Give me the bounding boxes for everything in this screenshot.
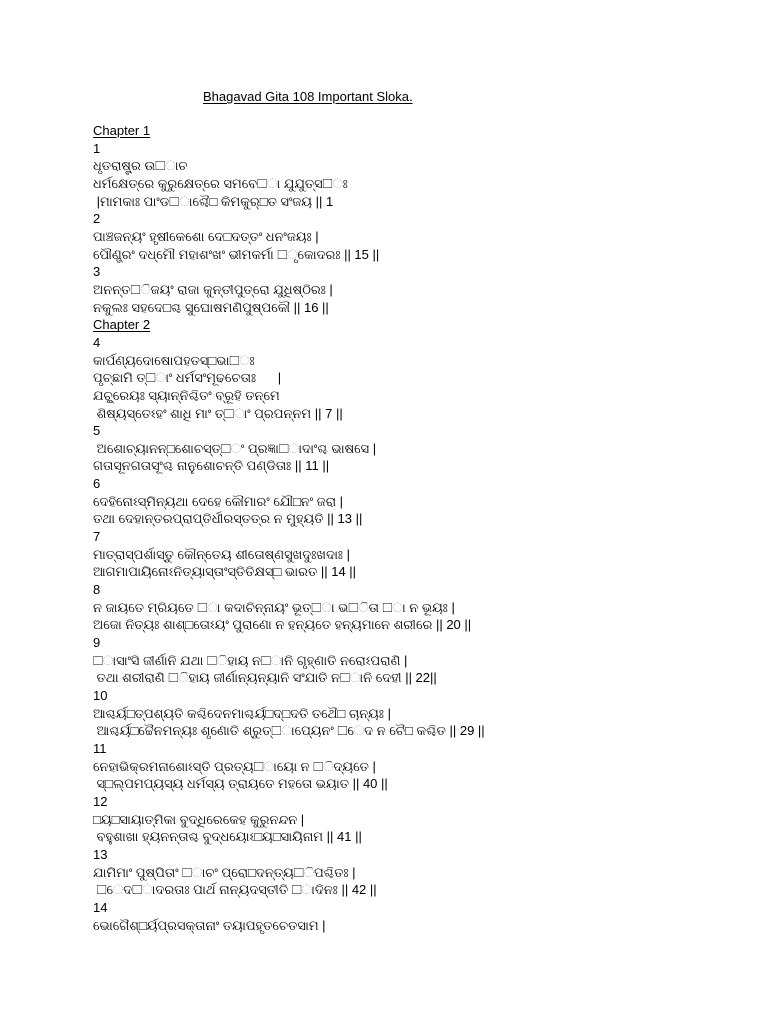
document-title: Bhagavad Gita 108 Important Sloka. [203,89,413,104]
sloka-line: ତଥା ଶରୀରାଣି □ିହାୟ ଜୀର୍ଣାନ୍ୟନ୍ୟାନି ସଂଯାତି ନ□ାନି ଦେହୀ || 22|| [93,670,437,686]
sloka-line: ଧୃତରାଷ୍ଟ୍ର ଉ□ାଚ [93,158,188,174]
sloka-line: □େଦ□ାଦରତାଃ ପାର୍ଥ ନାନ୍ୟଦସ୍ତୀତି □ାଦିନଃ || 42 || [93,882,377,898]
sloka-number: 5 [93,423,101,439]
sloka-line: ଅନନ୍ତ□ିଜୟଂ ରାଜା କୁନ୍ତୀପୁତ୍ରୋ ଯୁଧିଷ୍ଠିରଃ | [93,281,333,297]
sloka-line: ପାଞ୍ଚଜନ୍ୟଂ ହୃଷୀକେଶୋ ଦେ□ଦତ୍ତଂ ଧନଂଜୟଃ | [93,228,319,244]
sloka-line: ଯାମିମାଂ ପୁଷ୍ପିତାଂ □ାଚଂ ପ୍ରୋ□ଦନ୍ତ୍ୟ□ିପଶ୍ଚିତଃ | [93,864,356,880]
sloka-number: 2 [93,211,101,227]
sloka-number: 8 [93,582,101,598]
sloka-line: ଧର୍ମକ୍ଷେତ୍ରେ କୁରୁକ୍ଷେତ୍ରେ ସମବେ□ା ଯୁଯୁତ୍ସ□ଃ [93,175,348,191]
sloka-line: ମାତ୍ରାସ୍ପର୍ଶାସ୍ତୁ କୌନ୍ତେୟ ଶୀତୋଷ୍ଣସୁଖଦୁଃଖଦାଃ | [93,546,350,562]
sloka-number: 12 [93,793,108,809]
document-body [93,122,753,934]
sloka-line: □ୟ□ସାୟାତ୍ମିକା ବୁଦ୍ଧିରେକେହ କୁରୁନନ୍ଦନ | [93,811,305,827]
sloka-line: ନ ଜାୟତେ ମ୍ରିୟତେ □ା କଦାଚିନ୍ନାୟଂ ଭୂତ୍□ା ଭ□ିତା □ା ନ ଭୂୟଃ | [93,599,455,615]
sloka-line: ଦେହିନୋଽସ୍ମିନ୍ୟଥା ଦେହେ କୌମାରଂ ଯୌ□ନଂ ଜରା | [93,493,344,509]
sloka-line: ଆଶ୍ଚର୍ୟ□ଚ୍ଚୈନମନ୍ୟଃ ଶୃଣୋତି ଶ୍ରୁତ୍□ାପ୍ୟେନଂ □େଦ ନ ଚୈ□ କଶ୍ଚିତ || 29 || [93,723,485,739]
sloka-line: |ମାମକାଃ ପାଂଡ□ାଶ୍ଚୈ□ କିମକୁର୍□ତ ସଂଜୟ || 1 [93,193,334,209]
sloka-number: 6 [93,476,101,492]
sloka-line: ଯଚ୍ଛ୍ରେୟଃ ସ୍ୟାନ୍ନିଶ୍ଚିତଂ ବ୍ରୂହି ତନ୍ମେ [93,387,280,403]
sloka-line: ସ୍□ଲ୍ପମପ୍ୟସ୍ୟ ଧର୍ମସ୍ୟ ତ୍ରାୟତେ ମହତୋ ଭୟାତ || 40 || [93,776,388,792]
sloka-line: ପୃଚ୍ଛାମି ତ୍□ାଂ ଧର୍ମସଂମୂଢଚେତାଃ | [93,370,282,386]
sloka-number: 1 [93,140,101,156]
sloka-line: ଅଶୋଚ୍ୟାନନ୍□ଶୋଚସ୍ତ୍□ଂ ପ୍ରଜ୍ଞା□ାଦାଂଶ୍ଚ ଭାଷସେ | [93,440,377,456]
sloka-line: ଗତାସୂନଗତାସୂଂଶ୍ଚ ନାନୁଶୋଚନ୍ତି ପଣ୍ଡିତାଃ || 11 || [93,458,330,474]
sloka-line: ଶିଷ୍ୟସ୍ତେଽହଂ ଶାଧି ମାଂ ତ୍□ାଂ ପ୍ରପନ୍ନମ || 7 || [93,405,343,421]
sloka-number: 14 [93,899,108,915]
sloka-number: 10 [93,688,108,703]
sloka-number: 3 [93,264,101,280]
sloka-line: ବହୁଶାଖା ହ୍ୟନନ୍ତାଶ୍ଚ ବୁଦ୍ଧୟୋଽ□ୟ□ସାୟିନାମ || 41 || [93,829,362,845]
sloka-line: ଆଗମାପାୟିନୋଽନିତ୍ୟାସ୍ତାଂସ୍ତିତିକ୍ଷସ୍□ ଭାରତ || 14 || [93,564,357,580]
sloka-line: ତଥା ଦେହାନ୍ତରପ୍ରାପ୍ତିର୍ଧୀରସ୍ତତ୍ର ନ ମୁହ୍ୟତି || 13 || [93,511,363,527]
sloka-number: 9 [93,635,101,651]
sloka-line: ନେହାଭିକ୍ରମନାଶୋଽସ୍ତି ପ୍ରତ୍ୟ□ାୟୋ ନ □ିଦ୍ୟତେ | [93,758,376,774]
sloka-number: 4 [93,334,101,350]
sloka-line: ପୌଣ୍ଡ୍ରଂ ଦଧ୍ମୌ ମହାଶଂଖଂ ଭୀମକର୍ମା □ୃକୋଦରଃ || 15 || [93,246,380,262]
sloka-line: ଅଜୋ ନିତ୍ୟଃ ଶାଶ୍□ତୋଽୟଂ ପୁରାଣୋ ନ ହନ୍ୟତେ ହନ୍ୟମାନେ ଶରୀରେ || 20 || [93,617,472,633]
sloka-line: ଭୋଗୈଶ୍□ର୍ୟପ୍ରସକ୍ତାନାଂ ତୟାପହୃତଚେତସାମ | [93,917,326,933]
sloka-number: 13 [93,846,108,862]
chapter-heading: Chapter 2 [93,317,151,333]
sloka-line: କାର୍ପଣ୍ୟଦୋଷୋପହତସ୍□ଭା□ଃ [93,352,255,368]
sloka-line: □ାସାଂସି ଜୀର୍ଣାନି ଯଥା □ିହାୟ ନ□ାନି ଗୃହ୍ଣାତି ନରୋଽପରାଣି | [93,652,408,668]
sloka-number: 7 [93,529,101,545]
sloka-line: ଆଶ୍ଚର୍ୟ□ତ୍ପଶ୍ୟତି କଶ୍ଚିଦେନମାଶ୍ଚର୍ୟ□ଦ୍□ଦତି ତଥୈ□ ଚାନ୍ୟଃ | [93,705,391,721]
sloka-number: 11 [93,740,107,756]
sloka-line: ନକୁଲଃ ସହଦେ□ଶ୍ଚ ସୁଘୋଷମଣିପୁଷ୍ପକୌ || 16 || [93,299,329,315]
chapter-heading: Chapter 1 [93,123,151,138]
